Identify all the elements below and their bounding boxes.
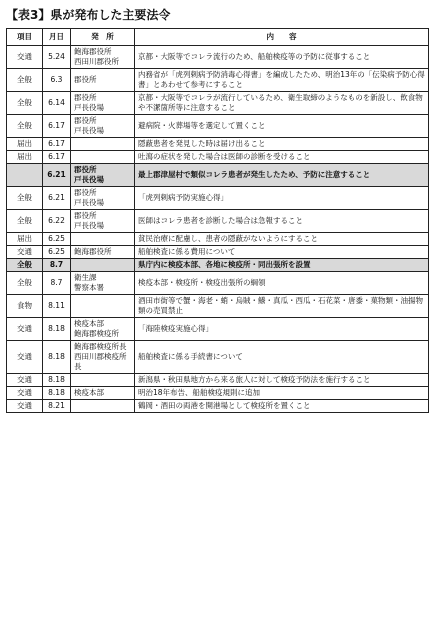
cell-date: 8.7 [43, 259, 71, 272]
cell-item: 交通 [7, 387, 43, 400]
table-row [7, 246, 429, 259]
cell-item: 交通 [7, 374, 43, 387]
cell-item: 届出 [7, 138, 43, 151]
table-row [7, 374, 429, 387]
cell-office: 検疫本部 飽海郡検疫所 [71, 318, 135, 341]
cell-office [71, 233, 135, 246]
cell-date: 6.25 [43, 233, 71, 246]
cell-office [71, 295, 135, 318]
cell-date: 6.21 [43, 187, 71, 210]
table-row [7, 187, 429, 210]
cell-content: 酒田市街等で蟹・海老・蛸・烏賊・鱶・真瓜・西瓜・石花菜・唐黍・菓物類・油揚物類の売買禁止 [135, 295, 429, 318]
cell-office: 郡役所 戸長役場 [71, 164, 135, 187]
cell-date: 6.21 [43, 164, 71, 187]
header-content: 内 容 [135, 29, 429, 46]
cell-office: 郡役所 戸長役場 [71, 187, 135, 210]
cell-item: 全般 [7, 92, 43, 115]
cell-item: 全般 [7, 210, 43, 233]
cell-office: 郡役所 戸長役場 [71, 115, 135, 138]
cell-content: 内務省が「虎列剌病予防消毒心得書」を編成したため、明治13年の「伝染病予防心得書」とあわせて参考にすること [135, 69, 429, 92]
table-row [7, 92, 429, 115]
cell-content: 医師はコレラ患者を診断した場合は急報すること [135, 210, 429, 233]
cell-content: 京都・大阪等でコレラ流行のため、船舶検疫等の予防に従事すること [135, 46, 429, 69]
header-item: 項目 [7, 29, 43, 46]
table-row [7, 318, 429, 341]
cell-date: 6.17 [43, 151, 71, 164]
cell-item: 全般 [7, 259, 43, 272]
cell-item: 届出 [7, 151, 43, 164]
table-row [7, 387, 429, 400]
table-row [7, 272, 429, 295]
cell-content: 検疫本部・検疫所・検疫出張所の綱領 [135, 272, 429, 295]
table-row [7, 210, 429, 233]
table-row [7, 164, 429, 187]
cell-item [7, 164, 43, 187]
cell-date: 5.24 [43, 46, 71, 69]
cell-item: 交通 [7, 341, 43, 374]
cell-date: 8.18 [43, 318, 71, 341]
cell-item: 交通 [7, 46, 43, 69]
table-row [7, 151, 429, 164]
cell-content: 鶴岡・酒田の両港を開港場として検疫所を置くこと [135, 400, 429, 413]
cell-office: 検疫本部 [71, 387, 135, 400]
cell-content: 避病院・火葬場等を選定して置くこと [135, 115, 429, 138]
cell-date: 8.11 [43, 295, 71, 318]
cell-date: 6.3 [43, 69, 71, 92]
table-row [7, 341, 429, 374]
table-header-row [7, 29, 429, 46]
cell-item: 食物 [7, 295, 43, 318]
cell-date: 6.22 [43, 210, 71, 233]
cell-date: 8.18 [43, 341, 71, 374]
cell-content: 船舶検査に係る手続書について [135, 341, 429, 374]
table-row [7, 138, 429, 151]
cell-item: 全般 [7, 187, 43, 210]
cell-content: 明治18年布告、船舶検疫規則に追加 [135, 387, 429, 400]
cell-office: 郡役所 [71, 69, 135, 92]
table-body [7, 46, 429, 413]
cell-content: 京都・大阪等でコレラが流行しているため、衛生取締のようなものを新設し、飲食物や不潔箇所等に注意すること [135, 92, 429, 115]
cell-content: 船舶検査に係る費用について [135, 246, 429, 259]
cell-content: 貧民治療に配慮し、患者の隠蔽がないようにすること [135, 233, 429, 246]
cell-office: 飽海郡役所 [71, 246, 135, 259]
table-row [7, 69, 429, 92]
cell-office [71, 259, 135, 272]
cell-date: 6.17 [43, 138, 71, 151]
cell-office [71, 374, 135, 387]
cell-date: 6.17 [43, 115, 71, 138]
cell-item: 交通 [7, 246, 43, 259]
cell-office [71, 138, 135, 151]
cell-office: 飽海郡検疫所長 西田川郡検疫所長 [71, 341, 135, 374]
table-row [7, 259, 429, 272]
table-title: 【表3】県が発布した主要法令 [6, 8, 171, 22]
header-office: 発 所 [71, 29, 135, 46]
table-row [7, 400, 429, 413]
cell-item: 届出 [7, 233, 43, 246]
cell-date: 6.14 [43, 92, 71, 115]
cell-content: 新潟県・秋田県地方から来る旅人に対して検疫予防法を施行すること [135, 374, 429, 387]
header-date: 月日 [43, 29, 71, 46]
ordinance-table [6, 28, 429, 413]
cell-item: 全般 [7, 115, 43, 138]
cell-office: 飽海郡役所 西田川郡役所 [71, 46, 135, 69]
table-row [7, 233, 429, 246]
table-row [7, 295, 429, 318]
cell-item: 交通 [7, 318, 43, 341]
cell-content: 隠蔽患者を発見した時は届け出ること [135, 138, 429, 151]
cell-content: 県庁内に検疫本部、各地に検疫所・同出張所を設置 [135, 259, 429, 272]
cell-office: 衛生課 警察本署 [71, 272, 135, 295]
cell-office: 郡役所 戸長役場 [71, 92, 135, 115]
table-row [7, 46, 429, 69]
cell-item: 全般 [7, 272, 43, 295]
cell-content: 「虎列剌病予防実施心得」 [135, 187, 429, 210]
cell-date: 8.18 [43, 374, 71, 387]
cell-date: 8.21 [43, 400, 71, 413]
cell-office [71, 151, 135, 164]
cell-item: 交通 [7, 400, 43, 413]
cell-date: 8.18 [43, 387, 71, 400]
cell-item: 全般 [7, 69, 43, 92]
cell-office: 郡役所 戸長役場 [71, 210, 135, 233]
cell-content: 最上郡津屋村で類似コレラ患者が発生したため、予防に注意すること [135, 164, 429, 187]
cell-content: 吐瀉の症状を発した場合は医師の診断を受けること [135, 151, 429, 164]
cell-date: 8.7 [43, 272, 71, 295]
cell-content: 「海陸検疫実施心得」 [135, 318, 429, 341]
cell-date: 6.25 [43, 246, 71, 259]
cell-office [71, 400, 135, 413]
table-row [7, 115, 429, 138]
